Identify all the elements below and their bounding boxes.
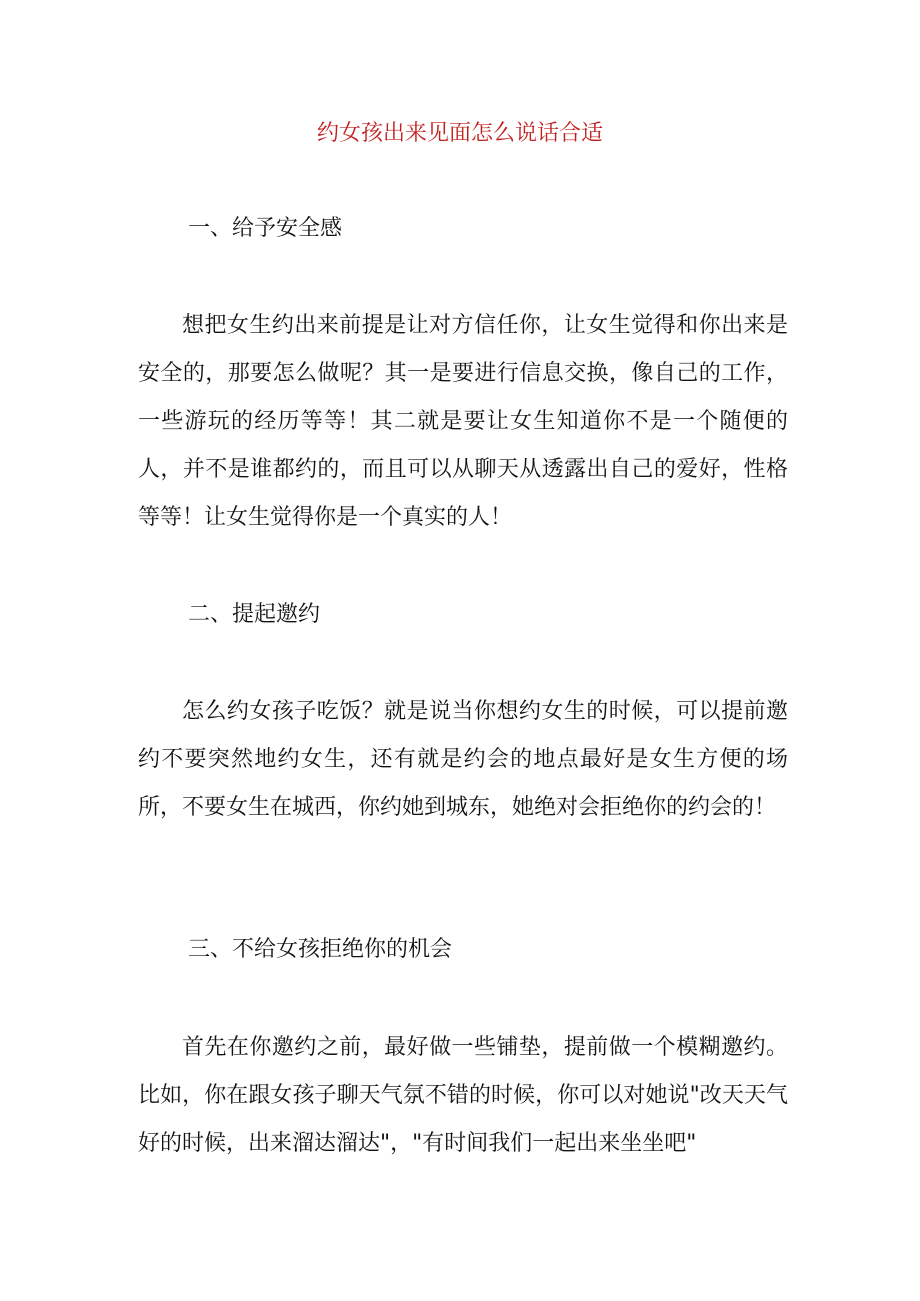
section-heading-3: 三、不给女孩拒绝你的机会 xyxy=(188,937,453,962)
section-body-1: 想把女生约出来前提是让对方信任你，让女生觉得和你出来是安全的，那要怎么做呢？其一是要进行信息交换，像自己的工作，一些游玩的经历等等！其二就是要让女生知道你不是一个随便的人，并不是谁都约的，而且可以从聊天从透露出自己的爱好，性格等等！让女生觉得你是一个真实的人！ xyxy=(138,313,788,530)
section-heading-2: 二、提起邀约 xyxy=(188,602,321,627)
section-body-2: 怎么约女孩子吃饭？就是说当你想约女生的时候，可以提前邀约不要突然地约女生，还有就是约会的地点最好是女生方便的场所，不要女生在城西，你约她到城东，她绝对会拒绝你的约会的！ xyxy=(138,699,788,820)
section-body-3: 首先在你邀约之前，最好做一些铺垫，提前做一个模糊邀约。比如，你在跟女孩子聊天气氛不错的时候，你可以对她说"改天天气好的时候，出来溜达溜达"，"有时间我们一起出来坐坐吧" xyxy=(138,1035,788,1156)
section-heading-1: 一、给予安全感 xyxy=(188,216,343,241)
document-title: 约女孩出来见面怎么说话合适 xyxy=(316,121,603,146)
